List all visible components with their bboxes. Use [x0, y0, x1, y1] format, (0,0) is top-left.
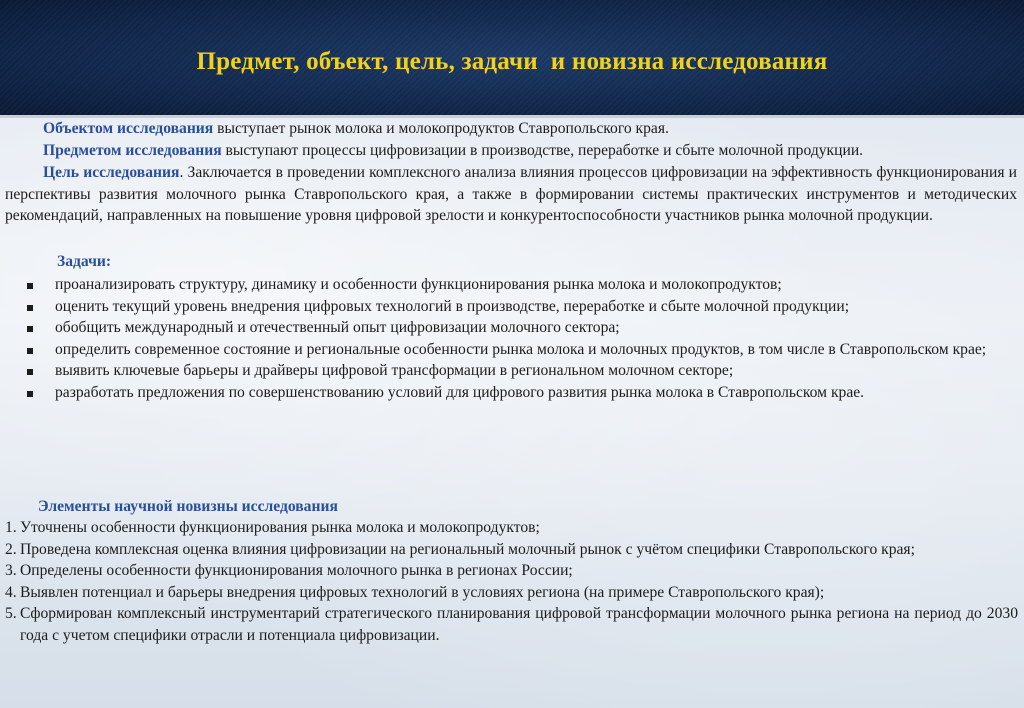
novelty-heading: Элементы научной новизны исследования [38, 498, 338, 515]
goal-paragraph [5, 162, 1017, 227]
slide-title: Предмет, объект, цель, задачи и новизна исследования [196, 48, 828, 75]
bullet-icon [27, 283, 33, 289]
bullet-icon [27, 391, 33, 397]
goal-label: Цель исследования [43, 164, 180, 181]
slide-content [0, 118, 1024, 708]
task-item: разработать предложения по совершенствованию условий для цифрового развития рынка молока в Ставропольском крае. [0, 382, 1024, 404]
task-item: обобщить международный и отечественный опыт цифровизации молочного сектора; [0, 317, 1024, 339]
bullet-icon [27, 348, 33, 354]
novelty-item: 1. Уточнены особенности функционирования рынка молока и молокопродуктов; [5, 519, 540, 536]
task-item: оценить текущий уровень внедрения цифровых технологий в производстве, переработке и сбыте молочной продукции; [0, 296, 1024, 318]
object-text: выступает рынок молока и молокопродуктов Ставропольского края. [213, 120, 669, 137]
object-paragraph [43, 118, 1018, 140]
task-item: проанализировать структуру, динамику и особенности функционирования рынка молока и молокопродуктов; [0, 274, 1024, 296]
novelty-list [0, 517, 1018, 646]
novelty-item: 4. Выявлен потенциал и барьеры внедрения цифровых технологий в условиях региона (на примере Ставропольского края); [5, 583, 825, 601]
task-item: выявить ключевые барьеры и драйверы цифровой трансформации в региональном молочном секторе; [0, 360, 1024, 382]
task-item: определить современное состояние и региональные особенности рынка молока и молочных продуктов, в том числе в Ставропольском крае; [0, 339, 1024, 361]
subject-label: Предметом исследования [43, 142, 222, 159]
subject-paragraph [43, 140, 1018, 162]
subject-text: выступают процессы цифровизации в производстве, переработке и сбыте молочной продукции. [221, 142, 864, 159]
slide-header [0, 0, 1024, 118]
bullet-icon [27, 305, 33, 311]
novelty-item: 5. Сформирован комплексный инструментарий стратегического планирования цифровой трансформации молочного рынка региона на период до 2030 года с учетом специфики отрасли и потенциала цифровизации. [5, 605, 1018, 644]
bullet-icon [27, 369, 33, 375]
tasks-heading: Задачи: [57, 253, 112, 270]
object-label: Объектом исследования [43, 120, 214, 137]
novelty-item: 3. Определены особенности функционирования молочного рынка в регионах России; [5, 562, 573, 579]
bullet-icon [27, 326, 33, 332]
novelty-item: 2. Проведена комплексная оценка влияния цифровизации на региональный молочный рынок с учётом специфики Ставропольского края; [5, 540, 915, 558]
goal-text: . Заключается в проведении комплексного анализа влияния процессов цифровизации на эффективность функционирования и перспективы развития молочного рынка Ставропольского края, а также в формировании системы практических инструментов и методических рекомендаций, направленных на повышение уровня цифровой зрелости и конкурентоспособности участников рынка молочной продукции. [5, 164, 1018, 224]
tasks-list [0, 274, 1024, 403]
